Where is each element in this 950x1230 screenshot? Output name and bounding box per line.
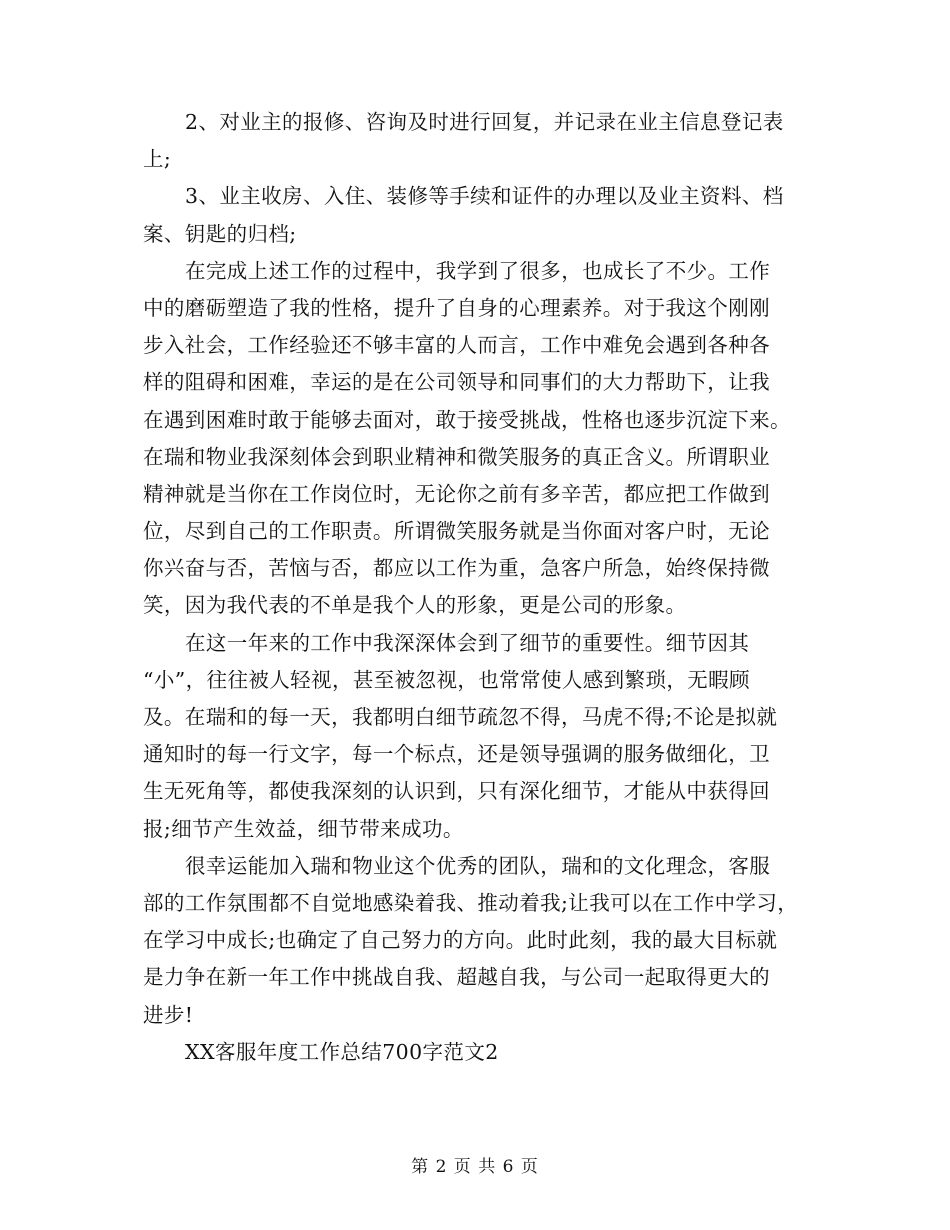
- paragraph-line: 在遇到困难时敢于能够去面对，敢于接受挑战，性格也逐步沉淀下来。: [143, 407, 791, 432]
- paragraph-line: 进步!: [143, 1002, 194, 1027]
- paragraph-line: 是力争在新一年工作中挑战自我、超越自我，与公司一起取得更大的: [143, 965, 770, 990]
- paragraph-line: 位，尽到自己的工作职责。所谓微笑服务就是当你面对客户时，无论: [143, 519, 770, 544]
- page-number-footer: 第 2 页 共 6 页: [411, 1157, 539, 1177]
- paragraph-line: 通知时的每一行文字，每一个标点，还是领导强调的服务做细化，卫: [143, 742, 770, 767]
- paragraph-line: 精神就是当你在工作岗位时，无论你之前有多辛苦，都应把工作做到: [143, 481, 770, 506]
- paragraph-line: 很幸运能加入瑞和物业这个优秀的团队，瑞和的文化理念，客服: [185, 853, 771, 878]
- paragraph-line: 笑，因为我代表的不单是我个人的形象，更是公司的形象。: [143, 593, 687, 618]
- section-heading: XX客服年度工作总结700字范文2: [185, 1039, 499, 1064]
- paragraph-line: 及。在瑞和的每一天，我都明白细节疏忽不得，马虎不得;不论是拟就: [143, 705, 778, 729]
- paragraph-line: 在瑞和物业我深刻体会到职业精神和微笑服务的真正含义。所谓职业: [143, 444, 770, 469]
- paragraph-line: 中的磨砺塑造了我的性格，提升了自身的心理素养。对于我这个刚刚: [143, 295, 770, 320]
- paragraph-line: 步入社会，工作经验还不够丰富的人而言，工作中难免会遇到各种各: [143, 333, 770, 358]
- paragraph-line: 2、对业主的报修、咨询及时进行回复，并记录在业主信息登记表: [185, 110, 784, 134]
- paragraph-line: 案、钥匙的归档;: [143, 221, 297, 246]
- paragraph-line: 你兴奋与否，苦恼与否，都应以工作为重，急客户所急，始终保持微: [143, 556, 770, 581]
- paragraph-line: 在这一年来的工作中我深深体会到了细节的重要性。细节因其: [185, 630, 750, 655]
- paragraph-line: 样的阻碍和困难，幸运的是在公司领导和同事们的大力帮助下，让我: [143, 370, 770, 395]
- paragraph-line: 报;细节产生效益，细节带来成功。: [143, 816, 464, 841]
- paragraph-line: 在学习中成长;也确定了自己努力的方向。此时此刻，我的最大目标就: [143, 928, 778, 953]
- paragraph-line: 上;: [143, 147, 172, 172]
- paragraph-line: 在完成上述工作的过程中，我学到了很多，也成长了不少。工作: [185, 258, 771, 283]
- document-body: [143, 104, 813, 1071]
- paragraph-line: 部的工作氛围都不自觉地感染着我、推动着我;让我可以在工作中学习，: [143, 890, 799, 915]
- paragraph-line: 3、业主收房、入住、装修等手续和证件的办理以及业主资料、档: [185, 184, 784, 209]
- paragraph-line: 生无死角等，都使我深刻的认识到，只有深化细节，才能从中获得回: [143, 779, 770, 804]
- paragraph-line: “小”，往往被人轻视，甚至被忽视，也常常使人感到繁琐，无暇顾: [143, 667, 750, 692]
